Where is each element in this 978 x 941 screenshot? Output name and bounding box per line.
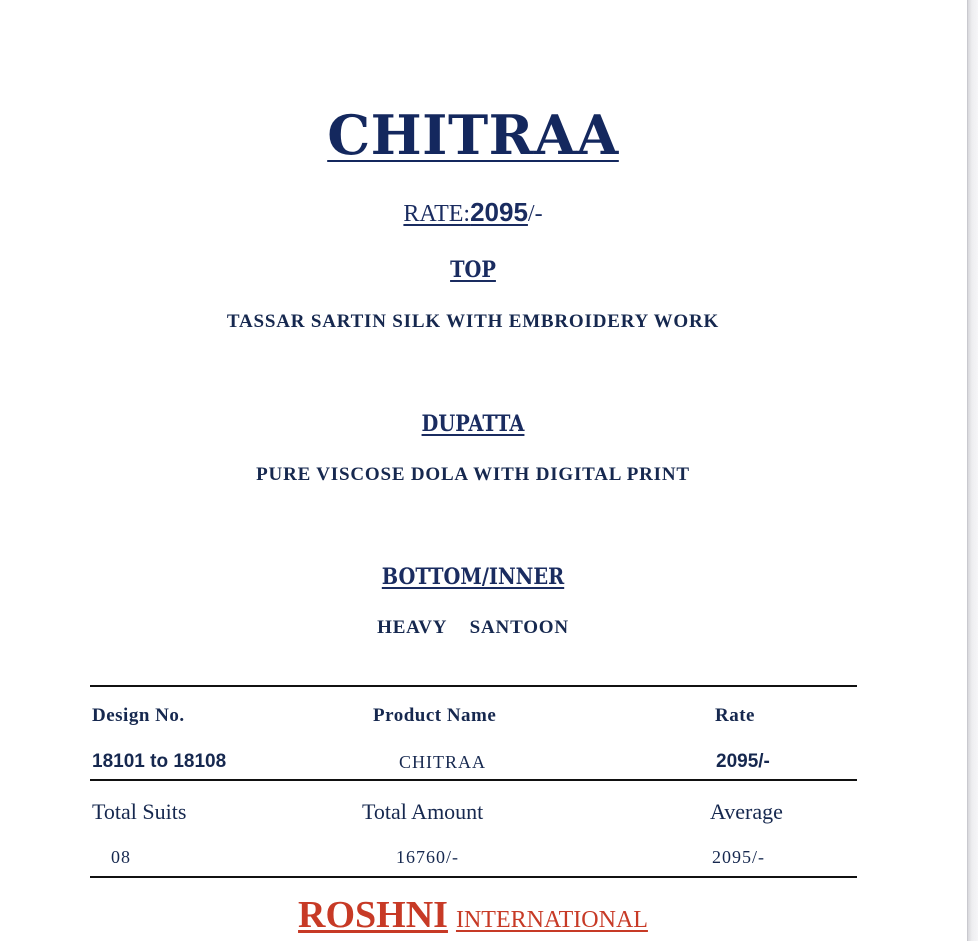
rate-value: 2095 bbox=[470, 197, 528, 227]
product-title: CHITRAA bbox=[327, 103, 619, 167]
value-rate: 2095/- bbox=[716, 751, 770, 772]
rate-suffix: /- bbox=[527, 201, 543, 227]
brand-secondary: INTERNATIONAL bbox=[455, 907, 648, 933]
header-rate: Rate bbox=[715, 705, 755, 726]
section-heading-bottom: BOTTOM/INNER bbox=[381, 564, 565, 590]
header-average: Average bbox=[710, 799, 783, 824]
brand-primary: ROSHNI bbox=[298, 894, 448, 936]
table-rule-top bbox=[90, 685, 857, 687]
section-desc-top: TASSAR SARTIN SILK WITH EMBROIDERY WORK bbox=[226, 311, 720, 332]
header-design-no: Design No. bbox=[92, 705, 185, 726]
rate-label: RATE: bbox=[403, 201, 471, 227]
section-heading-top: TOP bbox=[450, 257, 496, 283]
value-total-amount: 16760/- bbox=[396, 847, 459, 867]
value-product-name: CHITRAA bbox=[399, 752, 486, 772]
value-design-no: 18101 to 18108 bbox=[92, 751, 227, 772]
section-heading-dupatta: DUPATTA bbox=[421, 411, 525, 437]
value-total-suits: 08 bbox=[111, 847, 131, 867]
header-product-name: Product Name bbox=[373, 705, 497, 726]
header-total-amount: Total Amount bbox=[362, 799, 484, 824]
table-rule-bottom bbox=[90, 876, 857, 878]
page-edge-shadow bbox=[967, 0, 978, 941]
brand-footer bbox=[0, 893, 946, 937]
value-average: 2095/- bbox=[712, 847, 765, 867]
rate-line bbox=[0, 197, 946, 228]
table-rule-middle bbox=[90, 779, 857, 781]
section-desc-bottom: HEAVY SANTOON bbox=[377, 617, 569, 638]
header-total-suits: Total Suits bbox=[92, 799, 187, 824]
section-desc-dupatta: PURE VISCOSE DOLA WITH DIGITAL PRINT bbox=[256, 464, 690, 485]
